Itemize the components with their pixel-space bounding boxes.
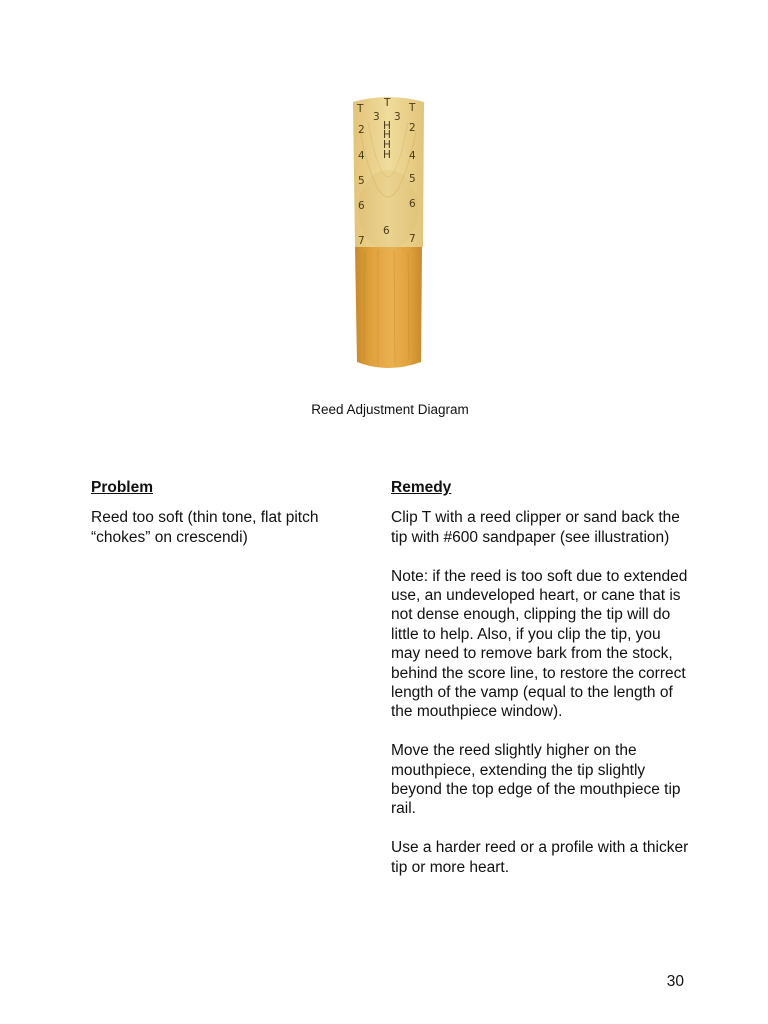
page-number: 30 (666, 973, 684, 990)
marker-left-5: 5 (358, 175, 365, 187)
marker-left-4: 4 (358, 150, 365, 162)
remedy-heading: Remedy (391, 479, 452, 496)
marker-left-7: 7 (358, 235, 365, 247)
marker-h: H (383, 139, 391, 151)
remedy-paragraph-note: Note: if the reed is too soft due to extended use, an undeveloped heart, or cane that is not dense enough, clipping the tip will do little to help. Also, if you clip the tip, you may need to remove bark from the stock, behind the score line, to restore the correct length of the vamp (equal to the length of the mouthpiece window). (391, 567, 688, 721)
marker-3-right: 3 (394, 111, 401, 123)
marker-right-7: 7 (409, 233, 416, 245)
remedy-paragraph-harder: Use a harder reed or a profile with a thicker tip or more heart. (391, 839, 689, 876)
marker-h: H (383, 129, 391, 141)
remedy-column (391, 478, 691, 896)
marker-right-4: 4 (409, 150, 416, 162)
marker-t-right: T (409, 102, 416, 114)
problem-text: Reed too soft (thin tone, flat pitch “chokes” on crescendi) (91, 509, 319, 546)
marker-t-left: T (357, 103, 364, 115)
reed-illustration (340, 92, 440, 377)
marker-t-top: T (384, 97, 391, 109)
marker-3-left: 3 (373, 111, 380, 123)
marker-center-6: 6 (383, 225, 390, 237)
figure-caption: Reed Adjustment Diagram (311, 402, 469, 417)
marker-right-6: 6 (409, 198, 416, 210)
marker-h: H (383, 149, 391, 161)
reed-diagram (340, 92, 440, 377)
marker-right-2: 2 (409, 122, 416, 134)
problem-heading: Problem (91, 479, 154, 496)
remedy-paragraph-clip: Clip T with a reed clipper or sand back the tip with #600 sandpaper (see illustration) (391, 509, 680, 546)
marker-h: H (383, 120, 391, 132)
remedy-paragraph-move: Move the reed slightly higher on the mouthpiece, extending the tip slightly beyond the top edge of the mouthpiece tip rail. (391, 742, 681, 818)
marker-right-5: 5 (409, 173, 416, 185)
marker-left-6: 6 (358, 200, 365, 212)
marker-left-2: 2 (358, 124, 365, 136)
problem-column (91, 478, 341, 567)
